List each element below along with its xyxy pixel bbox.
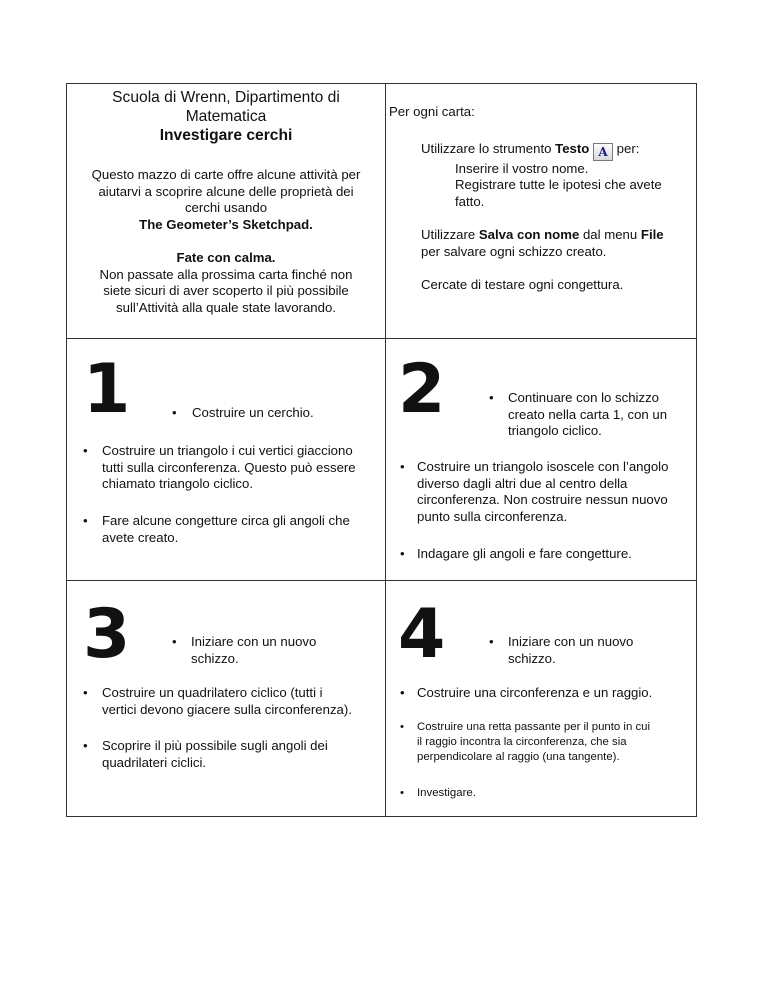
tool-sub-1: Inserire il vostro nome. <box>455 160 589 176</box>
file-menu-name: File <box>640 227 664 242</box>
tool-line: Utilizzare lo strumento Testo A per: <box>421 140 640 159</box>
bullet-icon: • <box>172 405 177 420</box>
card-2-number: 2 <box>398 350 446 429</box>
software-name: The Geometer’s Sketchpad. <box>139 216 313 232</box>
intro-desc-2: aiutarvi a scoprire alcune delle proprietà dei <box>98 183 354 199</box>
bullet-icon: • <box>400 721 404 733</box>
row-divider-2 <box>67 580 696 581</box>
school-line-2: Matematica <box>185 108 267 125</box>
card-3-number: 3 <box>83 595 131 674</box>
card-3-bullet-1: • Iniziare con un nuovo schizzo. <box>172 634 317 666</box>
card-2-bullet-1: • Continuare con lo schizzo creato nella carta 1, con un triangolo ciclico. <box>489 390 668 438</box>
card-4-bullet-3: • Costruire una retta passante per il punto in cui il raggio incontra la circonferenza, che sia perpendicolare al raggio (una tangente). <box>400 721 651 763</box>
card-3-bullet-2: • Costruire un quadrilatero ciclico (tutti i vertici devono giacere sulla circonferenza). <box>83 685 352 717</box>
instructions-card <box>389 104 694 294</box>
card-4-bullet-4: • Investigare. <box>400 787 476 799</box>
card-4-bullet-2: • Costruire una circonferenza e un raggio. <box>400 685 653 700</box>
card-4-number: 4 <box>398 595 446 674</box>
instructions-heading: Per ogni carta: <box>389 104 475 119</box>
calm-heading: Fate con calma. <box>176 250 276 265</box>
card-2-bullet-3: • Indagare gli angoli e fare congetture. <box>400 546 632 561</box>
bullet-icon: • <box>83 513 88 528</box>
save-line: Utilizzare Salva con nome dal menu File <box>421 227 664 242</box>
advice-3: sull’Attività alla quale state lavorando. <box>116 299 336 315</box>
school-line-1: Scuola di Wrenn, Dipartimento di <box>112 89 340 106</box>
test-line: Cercate di testare ogni congettura. <box>421 277 624 292</box>
card-sheet <box>66 83 697 817</box>
card-1-bullet-3: • Fare alcune congetture circa gli angoli che avete creato. <box>83 513 350 545</box>
save-line-2: per salvare ogni schizzo creato. <box>421 243 607 259</box>
advice-2: siete sicuri di aver scoperto il più possibile <box>103 283 349 298</box>
bullet-icon: • <box>489 390 494 405</box>
bullet-icon: • <box>400 546 405 561</box>
text-tool-icon: A <box>593 143 613 161</box>
advice-1: Non passate alla prossima carta finché non <box>99 266 353 282</box>
card-1-bullet-2: • Costruire un triangolo i cui vertici giacciono tutti sulla circonferenza. Questo può essere chiamato triangolo ciclico. <box>83 443 356 491</box>
bullet-icon: • <box>83 738 88 753</box>
bullet-icon: • <box>83 443 88 458</box>
deck-title: Investigare cerchi <box>159 127 293 144</box>
column-divider <box>385 84 386 816</box>
bullet-icon: • <box>489 634 494 649</box>
bullet-icon: • <box>83 685 88 700</box>
tool-sub-2a: Registrare tutte le ipotesi che avete <box>455 177 662 192</box>
tool-sub-2b: fatto. <box>455 193 485 209</box>
intro-desc-3: cerchi usando <box>184 200 268 215</box>
row-divider-1 <box>67 338 696 339</box>
card-1-bullet-1: • Costruire un cerchio. <box>172 405 314 420</box>
card-3-bullet-3: • Scoprire il più possibile sugli angoli dei quadrilateri ciclici. <box>83 738 328 770</box>
tool-name: Testo <box>555 140 590 156</box>
card-2-bullet-2: • Costruire un triangolo isoscele con l’angolo diverso dagli altri due al centro della circonferenza. Non costruire nessun nuovo punto sulla circonferenza. <box>400 459 669 524</box>
bullet-icon: • <box>172 634 177 649</box>
card-4-bullet-1: • Iniziare con un nuovo schizzo. <box>489 634 634 666</box>
bullet-icon: • <box>400 685 405 700</box>
card-1-number: 1 <box>83 350 131 429</box>
save-as-command: Salva con nome <box>478 227 580 242</box>
intro-card <box>67 88 385 316</box>
intro-desc-1: Questo mazzo di carte offre alcune attività per <box>91 167 361 182</box>
bullet-icon: • <box>400 787 404 799</box>
bullet-icon: • <box>400 459 405 474</box>
